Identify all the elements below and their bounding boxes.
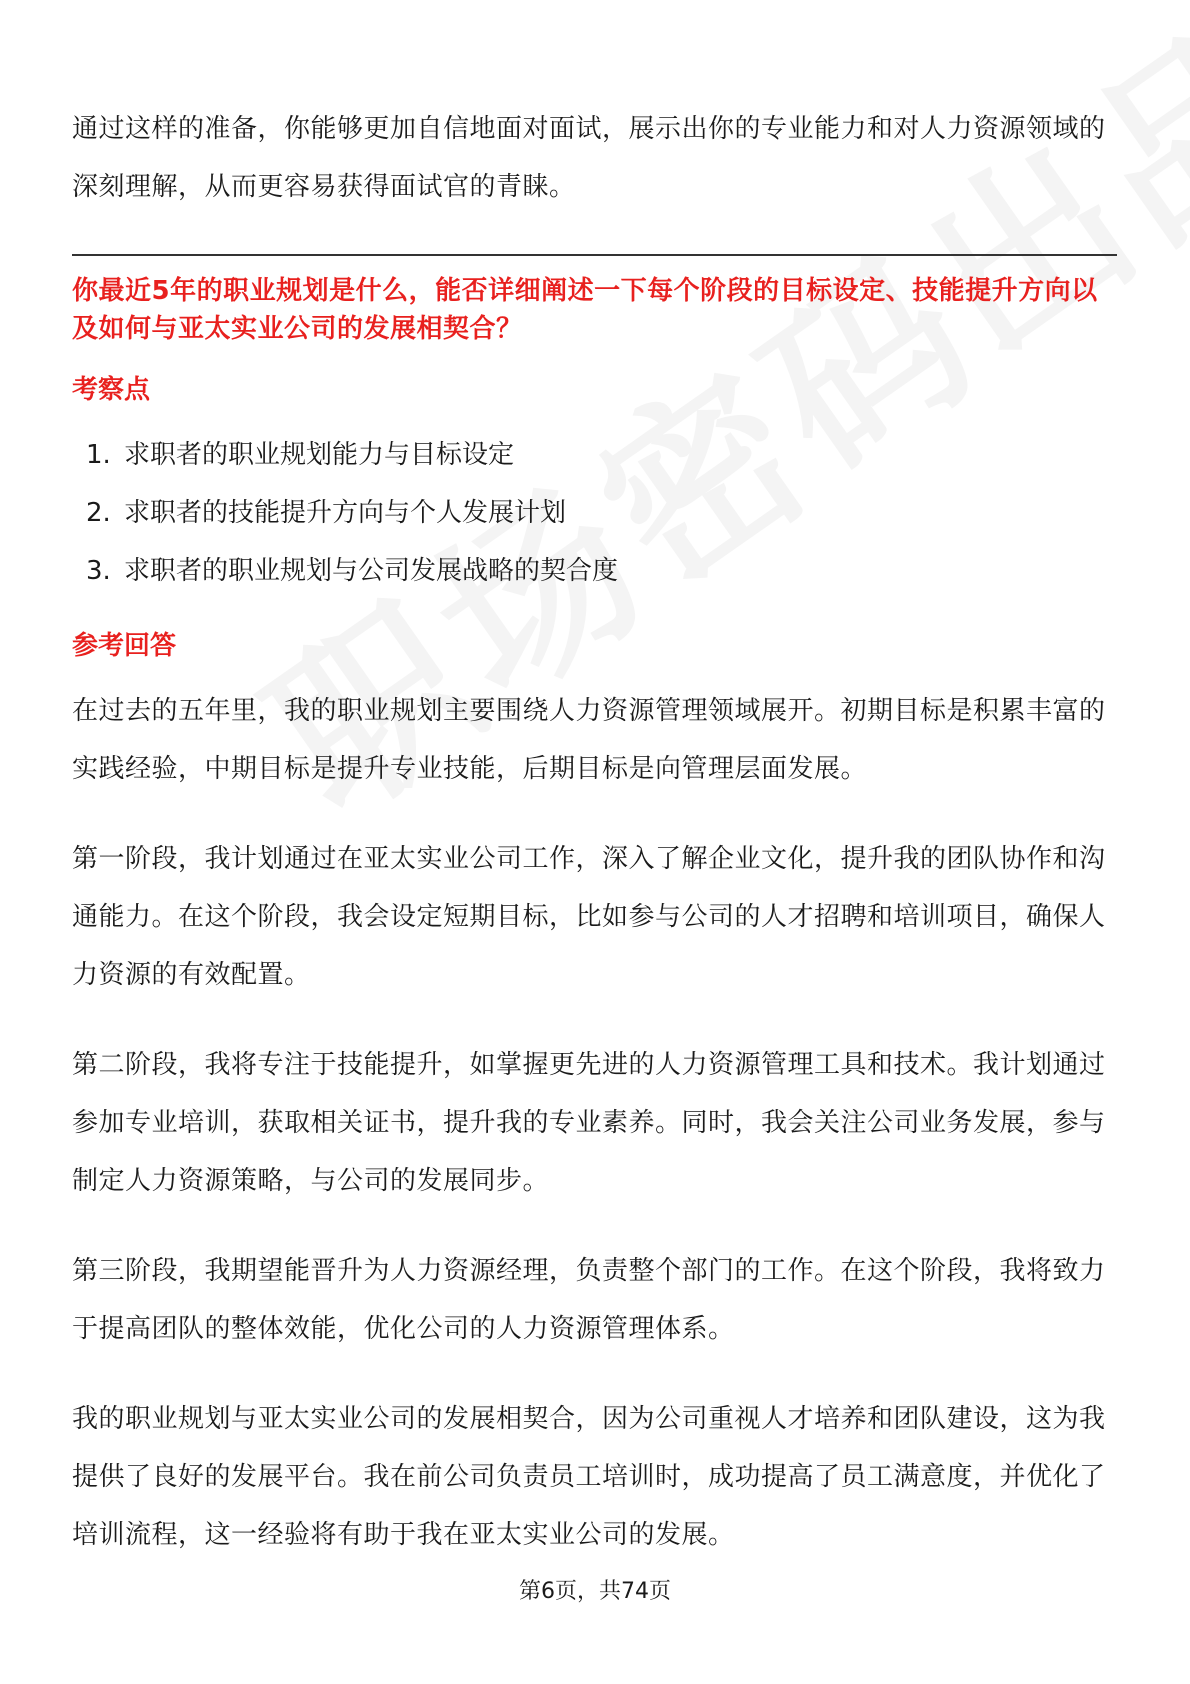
points-heading: 考察点 xyxy=(72,375,151,405)
list-item-number: 2. xyxy=(86,498,111,528)
points-list xyxy=(72,426,1117,600)
answer-block xyxy=(72,682,1117,1564)
interview-question: 你最近5年的职业规划是什么，能否详细阐述一下每个阶段的目标设定、技能提升方向以及如何与亚太实业公司的发展相契合？ xyxy=(72,276,1098,344)
list-item-number: 3. xyxy=(86,556,111,586)
list-item xyxy=(86,484,1117,542)
list-item-text: 求职者的职业规划能力与目标设定 xyxy=(124,440,515,470)
list-item xyxy=(86,542,1117,600)
answer-paragraph: 在过去的五年里，我的职业规划主要围绕人力资源管理领域展开。初期目标是积累丰富的实践经验，中期目标是提升专业技能，后期目标是向管理层面发展。 xyxy=(72,696,1106,784)
page-number: 第6页，共74页 xyxy=(519,1579,671,1604)
intro-paragraph: 通过这样的准备，你能够更加自信地面对面试，展示出你的专业能力和对人力资源领域的深刻理解，从而更容易获得面试官的青睐。 xyxy=(72,114,1106,202)
answer-paragraph: 第二阶段，我将专注于技能提升，如掌握更先进的人力资源管理工具和技术。我计划通过参加专业培训，获取相关证书，提升我的专业素养。同时，我会关注公司业务发展，参与制定人力资源策略，与公司的发展同步。 xyxy=(72,1050,1106,1196)
answer-paragraph: 第一阶段，我计划通过在亚太实业公司工作，深入了解企业文化，提升我的团队协作和沟通能力。在这个阶段，我会设定短期目标，比如参与公司的人才招聘和培训项目，确保人力资源的有效配置。 xyxy=(72,844,1106,990)
answer-paragraph: 我的职业规划与亚太实业公司的发展相契合，因为公司重视人才培养和团队建设，这为我提供了良好的发展平台。我在前公司负责员工培训时，成功提高了员工满意度，并优化了培训流程，这一经验将有助于我在亚太实业公司的发展。 xyxy=(72,1404,1106,1550)
list-item-number: 1. xyxy=(86,440,111,470)
list-item-text: 求职者的技能提升方向与个人发展计划 xyxy=(124,498,567,528)
answer-paragraph: 第三阶段，我期望能晋升为人力资源经理，负责整个部门的工作。在这个阶段，我将致力于提高团队的整体效能，优化公司的人力资源管理体系。 xyxy=(72,1256,1106,1344)
answer-heading: 参考回答 xyxy=(72,631,177,661)
list-item-text: 求职者的职业规划与公司发展战略的契合度 xyxy=(124,556,619,586)
section-divider xyxy=(72,254,1117,256)
page-content xyxy=(72,100,1117,1596)
list-item xyxy=(86,426,1117,484)
